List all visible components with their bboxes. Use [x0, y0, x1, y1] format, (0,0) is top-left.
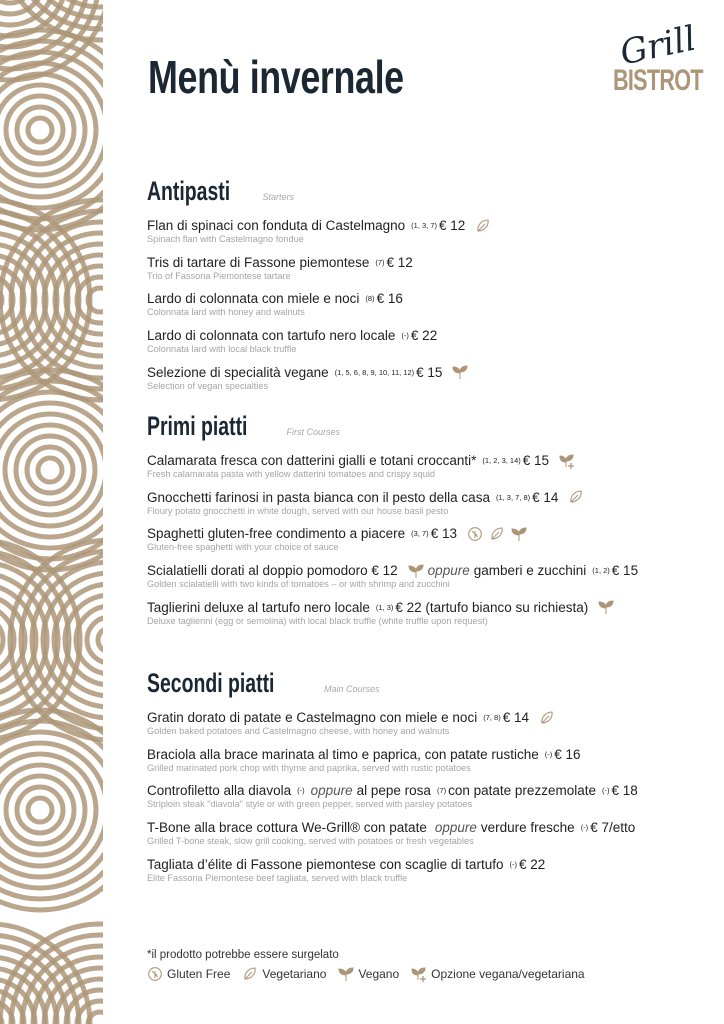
- vegan-option-icon: [559, 453, 575, 469]
- item-text: € 13: [430, 526, 457, 542]
- allergens: (7, 8): [483, 713, 501, 722]
- section-header: [147, 176, 717, 206]
- legend-label: Vegetariano: [262, 967, 327, 981]
- decorative-arc: [17, 107, 63, 153]
- item-text: Lardo di colonnata con tartufo nero locale: [147, 328, 396, 344]
- legend-label: Vegano: [358, 967, 400, 981]
- decorative-arc-pattern: [0, 0, 103, 1024]
- bistrot-logo: [610, 18, 703, 100]
- menu-item-translation: Trio of Fassona Piemontese tartare: [147, 270, 291, 281]
- menu-item-name: [147, 708, 717, 727]
- item-text: gamberi e zucchini: [473, 563, 587, 579]
- menu-item-translation: Colonnata lard with honey and walnuts: [147, 307, 305, 318]
- allergens: (7): [375, 257, 385, 267]
- menu-item-name: [147, 363, 717, 382]
- vegan-icon: [408, 563, 424, 579]
- item-text: Spaghetti gluten-free condimento a piacere: [147, 526, 406, 542]
- allergens: (1, 5, 6, 8, 9, 10, 11, 12): [334, 367, 415, 377]
- menu-item: [147, 289, 717, 326]
- menu-item-translation: Spinach flan with Castelmagno fondue: [147, 234, 304, 244]
- legend-label: Opzione vegana/vegetariana: [431, 967, 585, 981]
- decorative-arc: [0, 0, 33, 3]
- decorative-arc: [28, 118, 52, 142]
- menu-item-name: [147, 524, 717, 543]
- decorative-arc: [87, 617, 103, 663]
- allergens: (-): [297, 786, 305, 796]
- legend-item: [411, 966, 584, 982]
- section-subtitle: Starters: [262, 192, 295, 202]
- menu-item-name: [147, 561, 717, 580]
- item-text: Flan di spinaci con fonduta di Castelmagno: [147, 218, 406, 233]
- allergens: (1, 3): [375, 602, 394, 612]
- item-text: € 12: [439, 218, 466, 233]
- section-header: [147, 411, 717, 441]
- menu-item-translation: Grilled T-bone steak, slow grill cooking, served with potatoes or fresh vegetables: [147, 836, 474, 847]
- allergens: (-): [601, 786, 610, 796]
- vegan-icon: [511, 526, 527, 542]
- menu-item-translation: Fresh calamarata pasta with yellow datterini tomatoes and crispy squid: [147, 469, 436, 479]
- vegetarian-icon: [242, 966, 258, 982]
- allergens: (-): [580, 823, 589, 833]
- menu-item-name: [147, 745, 717, 764]
- allergens: (8): [365, 294, 375, 304]
- menu-item-translation: Floury potato gnocchetti in white dough, served with our house basil pesto: [147, 505, 449, 516]
- section-header: [147, 668, 717, 698]
- menu-item: [147, 561, 717, 598]
- menu-item: [147, 326, 717, 363]
- decorative-arc: [88, 288, 103, 312]
- menu-item: [147, 363, 717, 400]
- section-title: Primi piatti: [147, 411, 248, 441]
- item-text: € 14: [532, 489, 559, 505]
- vegetarian-icon: [539, 710, 555, 726]
- frozen-note: *il prodotto potrebbe essere surgelato: [147, 949, 339, 961]
- vegan-icon: [338, 966, 354, 982]
- logo-word: BISTROT: [613, 64, 703, 97]
- item-text: con patate prezzemolate: [448, 783, 596, 799]
- item-text: Tris di tartare di Fassone piemontese: [147, 254, 370, 270]
- item-text: € 22: [518, 856, 546, 872]
- menu-item-name: [147, 781, 717, 800]
- item-text: Taglierini deluxe al tartufo nero locale: [147, 599, 370, 615]
- menu-item: [147, 598, 717, 635]
- menu-item-translation: Golden scialatielli with two kinds of tomatoes – or with shrimp and zucchini: [147, 579, 450, 590]
- menu-item-name: [147, 326, 717, 345]
- menu-item-name: [147, 216, 717, 235]
- decorative-arc: [98, 628, 103, 652]
- vegan-option-icon: [411, 966, 427, 982]
- menu-item: [147, 216, 717, 253]
- allergens: (-): [544, 749, 553, 759]
- item-text: € 15: [522, 453, 550, 468]
- menu-item-translation: Gluten-free spaghetti with your choice of sauce: [147, 542, 339, 553]
- decorative-arc: [27, 447, 73, 493]
- item-text: Selezione di specialità vegane: [147, 364, 329, 380]
- menu-item: [147, 708, 717, 745]
- legend-item: [147, 966, 230, 982]
- item-text: Braciola alla brace marinata al timo e paprica, con patate rustiche: [147, 746, 539, 762]
- section-title: Secondi piatti: [147, 668, 275, 698]
- decorative-arc: [28, 798, 52, 822]
- menu-item-name: [147, 855, 717, 874]
- menu-item-translation: Grilled marinated pork chop with thyme and paprika, served with rustic potatoes: [147, 762, 471, 773]
- allergens: (-): [401, 331, 409, 341]
- section-secondi: [147, 668, 717, 891]
- menu-item-name: [147, 598, 717, 617]
- item-text: al pepe rosa: [356, 783, 431, 799]
- allergens: (1, 3, 7): [411, 221, 437, 230]
- item-text: € 12: [386, 254, 413, 270]
- menu-item: [147, 745, 717, 782]
- menu-item: [147, 524, 717, 561]
- allergens: (1, 2): [592, 566, 610, 576]
- legend-label: Gluten Free: [167, 967, 231, 981]
- decorative-arc: [38, 458, 62, 482]
- vegan-icon: [598, 599, 614, 615]
- menu-item-translation: Selection of vegan specialties: [147, 380, 269, 391]
- item-text: € 15: [416, 364, 443, 380]
- decorative-arc: [88, 1012, 103, 1024]
- menu-item-translation: Colonnata lard with local black truffle: [147, 344, 297, 355]
- allergens: (1, 3, 7, 8): [495, 492, 531, 502]
- item-text: verdure fresche: [480, 820, 575, 836]
- or-text: oppure: [310, 783, 353, 799]
- legend-item: [242, 966, 326, 982]
- menu-item: [147, 818, 717, 855]
- item-text: T-Bone alla brace cottura We-Grill® con patate: [147, 820, 427, 836]
- item-text: € 14: [502, 710, 529, 725]
- legend: [147, 966, 597, 982]
- item-text: € 22: [410, 328, 438, 344]
- item-text: € 15: [611, 563, 639, 579]
- menu-item-name: [147, 253, 717, 272]
- menu-item: [147, 855, 717, 892]
- menu-item-translation: Striploin steak "diavola" style or with green pepper, served with parsley potatoes: [147, 799, 473, 810]
- item-text: € 16: [554, 746, 581, 762]
- item-text: Calamarata fresca con datterini gialli e totani croccanti*: [147, 453, 477, 468]
- menu-item-name: [147, 488, 717, 507]
- vegetarian-icon: [475, 218, 491, 234]
- item-text: € 18: [611, 783, 638, 799]
- section-primi: [147, 411, 717, 634]
- menu-item-list: [147, 451, 717, 634]
- allergens: (-): [509, 859, 517, 869]
- section-title: Antipasti: [147, 176, 231, 206]
- page-title: Menù invernale: [148, 51, 404, 103]
- gluten-free-icon: [467, 526, 483, 542]
- or-text: oppure: [434, 820, 477, 836]
- vegetarian-icon: [568, 489, 584, 505]
- menu-item-list: [147, 216, 717, 399]
- logo-script: Grill: [616, 18, 700, 74]
- vegetarian-icon: [489, 526, 505, 542]
- menu-item: [147, 781, 717, 818]
- menu-item-name: [147, 451, 717, 470]
- allergens: (7): [436, 786, 447, 796]
- or-text: oppure: [427, 563, 470, 579]
- vegan-icon: [452, 364, 468, 380]
- item-text: € 7/etto: [590, 820, 636, 836]
- menu-item-translation: Deluxe taglierini (egg or semolina) with local black truffle (white truffle upon request): [147, 615, 488, 626]
- gluten-free-icon: [147, 966, 163, 982]
- menu-item-translation: Elite Fassona Piemontese beef tagliata, served with black truffle: [147, 872, 408, 883]
- menu-item: [147, 253, 717, 290]
- allergens: (1, 2, 3, 14): [482, 456, 521, 465]
- menu-item-name: [147, 289, 717, 308]
- section-subtitle: Main Courses: [324, 684, 380, 694]
- item-text: Lardo di colonnata con miele e noci: [147, 291, 360, 307]
- item-text: € 22 (tartufo bianco su richiesta): [395, 599, 589, 615]
- menu-item-name: [147, 818, 717, 837]
- item-text: Scialatielli dorati al doppio pomodoro € 12: [147, 563, 398, 579]
- decorative-arc: [0, 617, 3, 663]
- item-text: Gnocchetti farinosi in pasta bianca con il pesto della casa: [147, 489, 490, 505]
- menu-item-translation: Golden baked potatoes and Castelmagno cheese, with honey and walnuts: [147, 726, 450, 736]
- menu-item: [147, 488, 717, 525]
- section-antipasti: [147, 176, 717, 399]
- item-text: € 16: [376, 291, 403, 307]
- section-subtitle: First Courses: [286, 427, 341, 437]
- legend-item: [338, 966, 399, 982]
- menu-item: [147, 451, 717, 488]
- menu-item-list: [147, 708, 717, 891]
- item-text: Tagliata d’élite di Fassone piemontese con scaglie di tartufo: [147, 856, 504, 872]
- item-text: Controfiletto alla diavola: [147, 783, 292, 799]
- decorative-arc: [17, 787, 63, 833]
- allergens: (3, 7): [411, 529, 429, 539]
- item-text: Gratin dorato di patate e Castelmagno con miele e noci: [147, 710, 478, 725]
